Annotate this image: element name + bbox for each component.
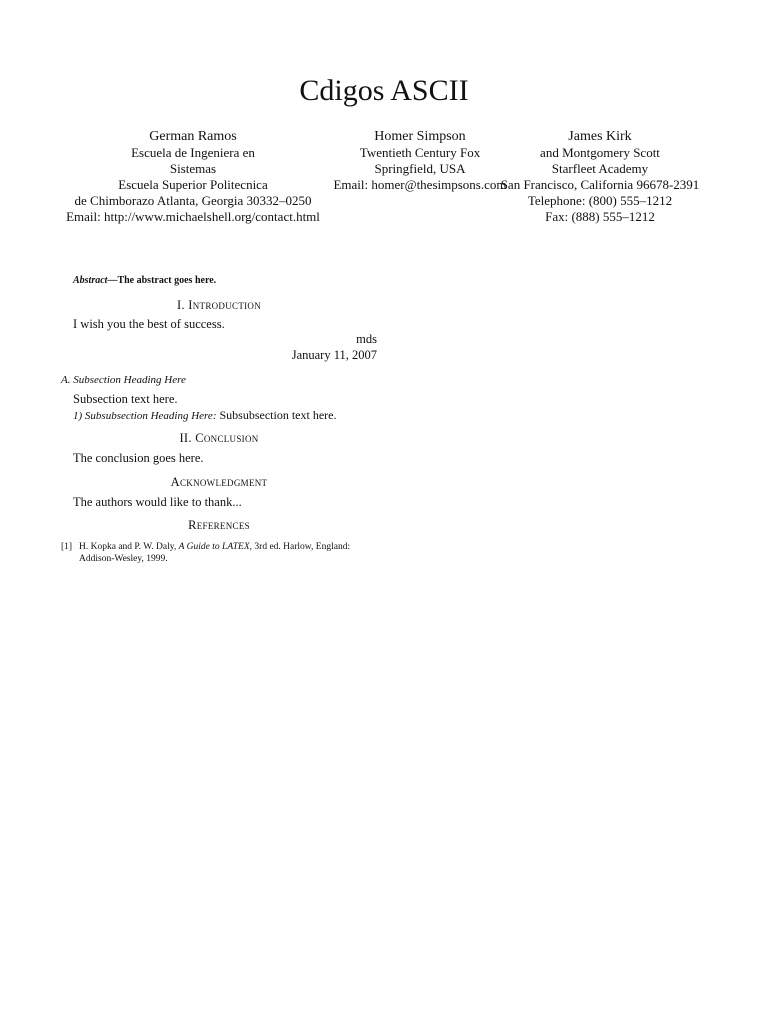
- reference-body: [79, 541, 381, 565]
- author-name: German Ramos: [149, 129, 237, 144]
- section-heading-references: References: [188, 518, 250, 532]
- reference-details: , 3rd ed. Harlow, England:: [249, 542, 351, 552]
- author-affiliation-line: Escuela de Ingeniera en: [131, 145, 255, 160]
- acknowledgment-text: The authors would like to thank...: [73, 495, 242, 509]
- abstract-text: —The abstract goes here.: [107, 275, 217, 286]
- reference-number: [1]: [61, 542, 73, 552]
- subsubsection: [73, 408, 336, 423]
- author-affiliation-line: Starfleet Academy: [551, 161, 649, 176]
- author-affiliation-line: de Chimborazo Atlanta, Georgia 30332–0250: [74, 193, 312, 208]
- subsection-heading: A. Subsection Heading Here: [61, 374, 186, 386]
- abstract: [73, 275, 389, 286]
- author-affiliation-line: Springfield, USA: [374, 161, 466, 176]
- author-coauthor-line: and Montgomery Scott: [540, 145, 660, 160]
- date: January 11, 2007: [291, 348, 377, 362]
- section-heading-introduction: I. Introduction: [176, 298, 262, 312]
- reference-book-title: A Guide to LATEX: [178, 542, 250, 552]
- author-name: James Kirk: [568, 129, 632, 144]
- author-block-simpson: [320, 128, 520, 193]
- subsubsection-heading: 1) Subsubsection Heading Here:: [73, 410, 217, 422]
- author-block-ramos: [60, 128, 326, 225]
- paper-title: Cdigos ASCII: [299, 74, 469, 107]
- abstract-label: Abstract: [73, 275, 108, 286]
- introduction-text: I wish you the best of success.: [73, 317, 225, 331]
- author-affiliation-line: Escuela Superior Politecnica: [118, 177, 268, 192]
- section-heading-acknowledgment: Acknowledgment: [170, 475, 268, 489]
- reference-item: [61, 541, 381, 565]
- author-email: Email: homer@thesimpsons.com: [333, 177, 507, 192]
- signature: mds: [356, 332, 377, 346]
- author-block-kirk: [496, 128, 704, 225]
- reference-authors: H. Kopka and P. W. Daly,: [79, 542, 179, 552]
- author-name: Homer Simpson: [374, 129, 466, 144]
- author-email: Email: http://www.michaelshell.org/contact.html: [66, 209, 320, 224]
- conclusion-text: The conclusion goes here.: [73, 451, 204, 465]
- author-telephone: Telephone: (800) 555–1212: [527, 193, 673, 208]
- subsubsection-text: Subsubsection text here.: [219, 408, 337, 422]
- reference-publisher: Addison-Wesley, 1999.: [79, 554, 168, 564]
- subsection-text: Subsection text here.: [73, 392, 178, 406]
- author-fax: Fax: (888) 555–1212: [545, 209, 655, 224]
- author-affiliation-line: Sistemas: [169, 161, 217, 176]
- author-affiliation-line: San Francisco, California 96678-2391: [500, 177, 700, 192]
- author-affiliation-line: Twentieth Century Fox: [359, 145, 481, 160]
- section-heading-conclusion: II. Conclusion: [179, 431, 259, 445]
